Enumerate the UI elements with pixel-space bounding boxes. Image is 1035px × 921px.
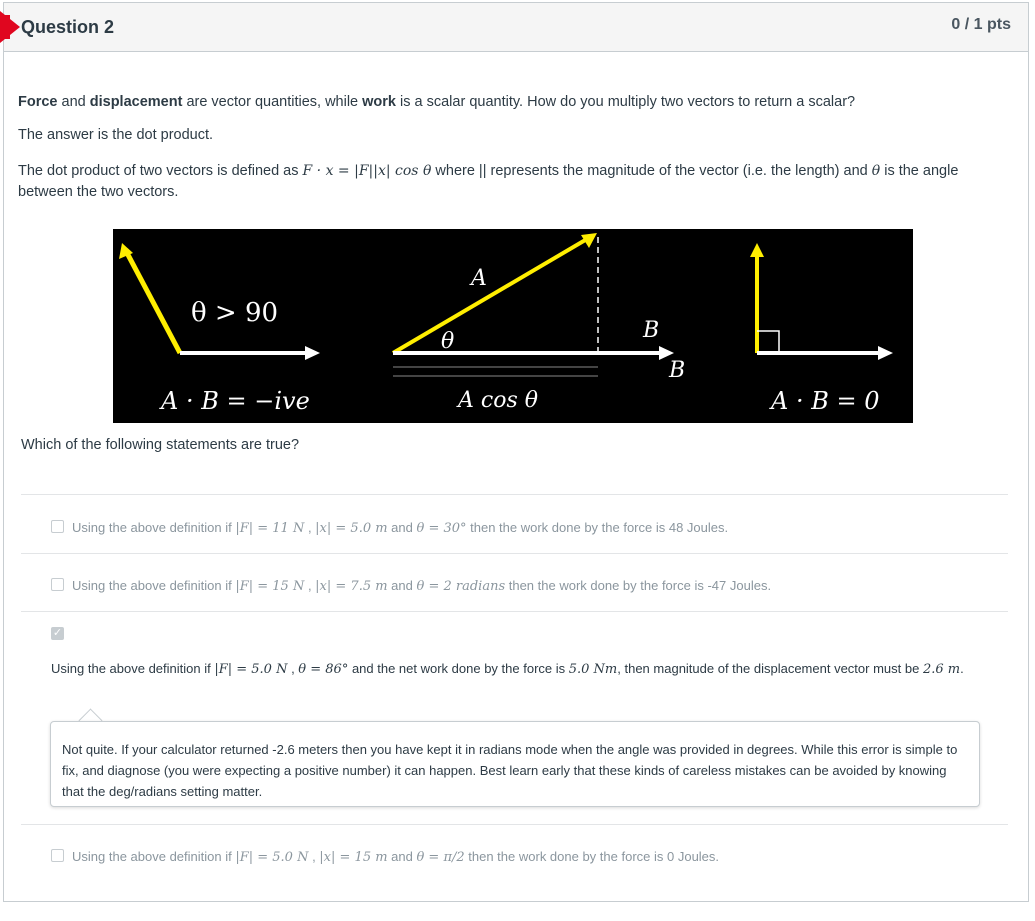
answer-3-prefix: Using the above definition if (51, 661, 215, 676)
left-arrowhead-b (305, 346, 320, 360)
text-mid: are vector quantities, while (182, 94, 363, 110)
right-result: A · B = 0 (771, 387, 880, 415)
definition-tail: is the angle between the two vectors. (18, 162, 959, 201)
answer-2-and: and (387, 578, 417, 593)
answer-4-angle: θ = π/2 (416, 850, 465, 865)
answer-3-displacement: 2.6 m (922, 662, 961, 677)
answer-3-work: 5.0 Nm (568, 662, 618, 677)
answer-option-3-selected[interactable] (51, 659, 981, 680)
answer-3-end: . (960, 661, 964, 676)
answer-3-checkbox-checked[interactable]: ✓ (52, 627, 63, 639)
answer-3-mid: and the net work done by the force is (348, 661, 569, 676)
answer-2-suffix: then the work done by the force is -47 Joules. (505, 578, 772, 593)
answer-4-suffix: then the work done by the force is 0 Joules. (464, 849, 720, 864)
answer-4-force: |F| = 5.0 N (235, 850, 309, 865)
text-and: and (57, 94, 90, 110)
answer-1-force: |F| = 11 N (235, 521, 305, 536)
text-end: is a scalar quantity. How do you multiply two vectors to return a scalar? (396, 94, 856, 110)
question-points: 0 / 1 pts (951, 16, 1011, 33)
left-condition: θ > 90 (191, 298, 279, 328)
theta-symbol: θ (871, 162, 881, 179)
answer-4-and: and (387, 849, 417, 864)
question-prompt: Which of the following statements are true? (21, 437, 300, 453)
answer-3-angle: θ = 86° (298, 662, 349, 677)
right-arrowhead-a (750, 243, 764, 257)
term-displacement: displacement (89, 94, 183, 110)
answer-3-force: |F| = 5.0 N (214, 662, 288, 677)
answer-paragraph: The answer is the dot product. (18, 126, 214, 143)
term-force: Force (18, 94, 58, 110)
mid-label-b: B (669, 358, 686, 383)
definition-lead: The dot product of two vectors is defined as (18, 162, 303, 179)
answer-4-displacement: |x| = 15 m (319, 850, 388, 865)
answer-1-suffix: then the work done by the force is 48 Joules. (466, 520, 729, 535)
answer-1-angle: θ = 30° (416, 521, 467, 536)
question-text (18, 92, 998, 215)
answer-3-mid2: , then magnitude of the displacement vector must be (617, 661, 923, 676)
mid-label-theta: θ (441, 329, 455, 354)
answer-4-checkbox[interactable] (51, 849, 64, 862)
term-work: work (362, 94, 396, 110)
answer-option-4[interactable] (51, 849, 719, 865)
answer-2-displacement: |x| = 7.5 m (315, 579, 388, 594)
mid-vector-a (393, 239, 587, 353)
left-result: A · B = −ive (161, 387, 310, 415)
answer-2-angle: θ = 2 radians (416, 579, 506, 594)
mid-projection-label: A cos θ (458, 388, 538, 413)
definition-paragraph (18, 161, 998, 205)
answer-1-sep: , (304, 520, 316, 535)
right-arrowhead-b (878, 346, 893, 360)
question-header (4, 3, 1028, 52)
answer-divider (21, 611, 1008, 612)
diagram-svg (113, 229, 913, 423)
dot-product-diagram (113, 229, 913, 423)
answer-2-force: |F| = 15 N (235, 579, 305, 594)
answer-divider (21, 824, 1008, 825)
dot-product-formula: F · x = |F||x| cos θ (302, 162, 432, 179)
answer-2-checkbox[interactable] (51, 578, 64, 591)
answer-1-checkbox[interactable] (51, 520, 64, 533)
question-title: Question 2 (21, 17, 115, 37)
answer-feedback: Not quite. If your calculator returned -2.6 meters then you have kept it in radians mode when the angle was provided in degrees. While this error is simple to fix, and diagnose (you were expecting a positive number) it can happen. Best learn early that these kinds of careless mistakes can be avoided by knowing that the deg/radians setting matter. (50, 721, 980, 807)
flag-icon (0, 11, 20, 43)
answer-option-1[interactable] (51, 520, 728, 536)
answer-4-prefix: Using the above definition if (72, 849, 236, 864)
mid-label-a: A (471, 266, 487, 291)
left-vector-a (126, 251, 180, 353)
answer-2-sep: , (304, 578, 316, 593)
answer-1-prefix: Using the above definition if (72, 520, 236, 535)
answer-4-sep: , (308, 849, 320, 864)
intro-paragraph (18, 92, 998, 114)
definition-where: where || represents the magnitude of the vector (i.e. the length) and (431, 162, 872, 179)
mid-label-b-vertical: B (643, 318, 660, 343)
answer-2-prefix: Using the above definition if (72, 578, 236, 593)
answer-option-2[interactable] (51, 578, 771, 594)
answer-divider (21, 494, 1008, 495)
answer-1-and: and (387, 520, 417, 535)
answer-divider (21, 553, 1008, 554)
right-angle-marker (757, 331, 779, 353)
answer-1-displacement: |x| = 5.0 m (315, 521, 388, 536)
answer-3-sep: , (287, 661, 299, 676)
